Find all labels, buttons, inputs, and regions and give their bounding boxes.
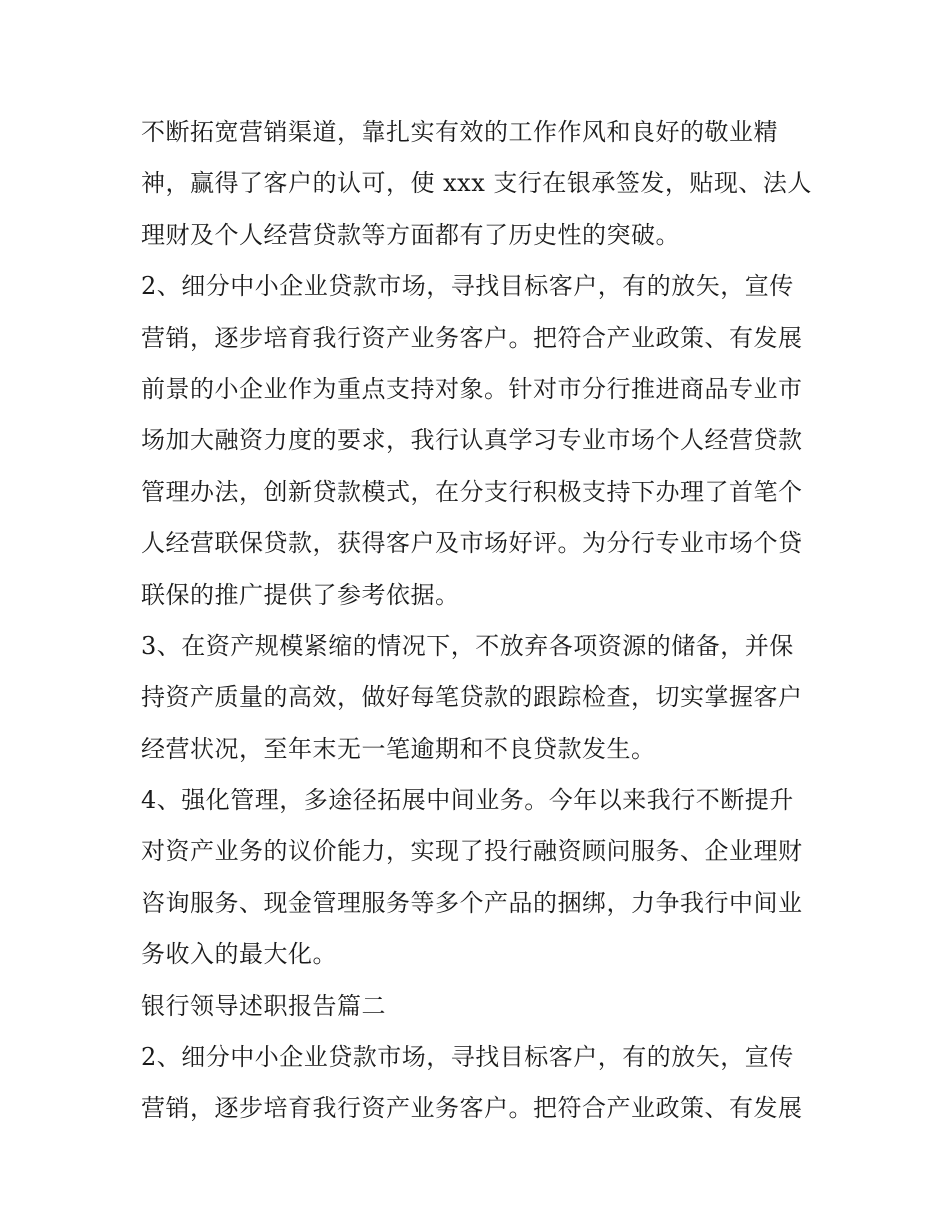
text-line: 神，赢得了客户的认可，使 xxx 支行在银承签发，贴现、法人 — [141, 169, 812, 198]
text-line: 3、在资产规模紧缩的情况下，不放弃各项资源的储备，并保 — [141, 631, 794, 660]
document-body — [141, 107, 821, 1135]
text-line: 经营状况，至年末无一笔逾期和不良贷款发生。 — [141, 734, 656, 763]
text-line: 理财及个人经营贷款等方面都有了历史性的突破。 — [141, 220, 680, 249]
text-line: 联保的推广提供了参考依据。 — [141, 580, 460, 609]
text-line: 2、细分中小企业贷款市场，寻找目标客户，有的放矢，宣传 — [141, 272, 794, 301]
text-line: 不断拓宽营销渠道，靠扎实有效的工作作风和良好的敬业精 — [141, 118, 778, 146]
text-line: 前景的小企业作为重点支持对象。针对市分行推进商品专业市 — [141, 374, 803, 403]
text-line: 营销，逐步培育我行资产业务客户。把符合产业政策、有发展 — [141, 323, 803, 352]
text-line: 人经营联保贷款，获得客户及市场好评。为分行专业市场个贷 — [141, 529, 803, 558]
section-heading: 银行领导述职报告篇二 — [141, 991, 386, 1020]
text-line: 4、强化管理，多途径拓展中间业务。今年以来我行不断提升 — [141, 786, 794, 815]
text-line: 对资产业务的议价能力，实现了投行融资顾问服务、企业理财 — [141, 837, 803, 866]
text-line: 2、细分中小企业贷款市场，寻找目标客户，有的放矢，宣传 — [141, 1043, 794, 1072]
text-line: 场加大融资力度的要求，我行认真学习专业市场个人经营贷款 — [141, 426, 803, 455]
text-line: 咨询服务、现金管理服务等多个产品的捆绑，力争我行中间业 — [141, 888, 803, 917]
text-line: 务收入的最大化。 — [141, 940, 337, 969]
text-line: 管理办法，创新贷款模式，在分支行积极支持下办理了首笔个 — [141, 477, 803, 506]
text-line: 持资产质量的高效，做好每笔贷款的跟踪检查，切实掌握客户 — [141, 683, 803, 712]
text-line: 营销，逐步培育我行资产业务客户。把符合产业政策、有发展 — [141, 1094, 803, 1123]
